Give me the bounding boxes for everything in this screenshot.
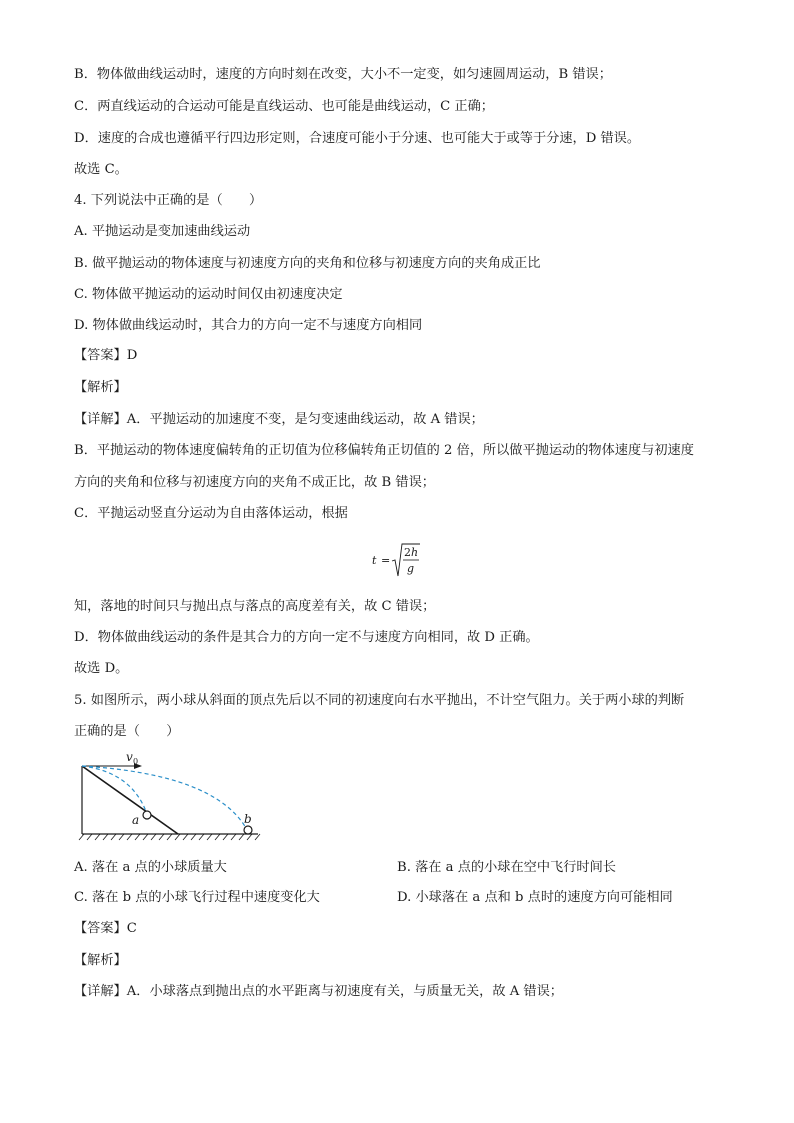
question-5-option-d: D. 小球落在 a 点和 b 点时的速度方向可能相同 bbox=[397, 890, 673, 905]
v0-subscript: 0 bbox=[133, 757, 139, 766]
ball-a bbox=[143, 811, 151, 819]
detail-5-a: 【详解】A．小球落点到抛出点的水平距离与初速度有关，与质量无关，故 A 错误； bbox=[74, 984, 563, 999]
v0-label: v bbox=[126, 750, 133, 764]
incline-surface bbox=[82, 766, 178, 834]
text-line-c3: C．两直线运动的合运动可能是直线运动、也可能是曲线运动，C 正确； bbox=[74, 99, 494, 114]
question-5-stem-1: 5. 如图所示，两小球从斜面的顶点先后以不同的初速度向右水平抛出，不计空气阻力。关于两小球的判断 bbox=[74, 693, 685, 708]
label-a: a bbox=[132, 813, 140, 827]
formula-lhs: t bbox=[372, 554, 377, 567]
projectile-incline-diagram bbox=[74, 748, 274, 844]
formula-denominator: g bbox=[407, 562, 415, 575]
formula-free-fall-time bbox=[370, 540, 430, 580]
detail-4-c: C．平抛运动竖直分运动为自由落体运动，根据 bbox=[74, 506, 348, 521]
text-line-d3: D．速度的合成也遵循平行四边形定则，合速度可能小于分速、也可能大于或等于分速，D 错误。 bbox=[74, 131, 641, 146]
question-5-stem-2: 正确的是（ ） bbox=[74, 724, 180, 739]
formula-numerator-h: h bbox=[411, 546, 419, 559]
formula-numerator-2: 2 bbox=[404, 546, 411, 559]
ground-hatching bbox=[79, 834, 260, 840]
formula-equals: = bbox=[381, 554, 391, 567]
label-b: b bbox=[244, 812, 252, 826]
detail-4-b-1: B．平抛运动的物体速度偏转角的正切值为位移偏转角正切值的 2 倍，所以做平抛运动的物体速度与初速度 bbox=[74, 443, 694, 458]
choice-4: 故选 D。 bbox=[74, 661, 129, 676]
detail-4-b-2: 方向的夹角和位移与初速度方向的夹角不成正比，故 B 错误； bbox=[74, 475, 435, 490]
detail-4-d: D．物体做曲线运动的条件是其合力的方向一定不与速度方向相同，故 D 正确。 bbox=[74, 630, 539, 645]
question-4-option-d: D. 物体做曲线运动时，其合力的方向一定不与速度方向相同 bbox=[74, 318, 423, 333]
question-4-stem: 4. 下列说法中正确的是（ ） bbox=[74, 193, 263, 208]
detail-4-c-conclusion: 知，落地的时间只与抛出点与落点的高度差有关，故 C 错误； bbox=[74, 599, 436, 614]
question-5-option-c: C. 落在 b 点的小球飞行过程中速度变化大 bbox=[74, 890, 320, 905]
question-4-option-c: C. 物体做平抛运动的运动时间仅由初速度决定 bbox=[74, 287, 343, 302]
text-line-b3: B．物体做曲线运动时，速度的方向时刻在改变，大小不一定变，如匀速圆周运动，B 错误； bbox=[74, 67, 612, 82]
detail-4-a: 【详解】A．平抛运动的加速度不变，是匀变速曲线运动，故 A 错误； bbox=[74, 412, 484, 427]
trajectory-b bbox=[82, 766, 246, 828]
answer-5: 【答案】C bbox=[74, 921, 137, 936]
analysis-4: 【解析】 bbox=[74, 380, 127, 395]
question-4-option-a: A. 平抛运动是变加速曲线运动 bbox=[74, 224, 251, 239]
ball-b bbox=[244, 826, 252, 834]
text-line-choice3: 故选 C。 bbox=[74, 162, 128, 177]
question-5-option-a: A. 落在 a 点的小球质量大 bbox=[74, 860, 227, 875]
answer-4: 【答案】D bbox=[74, 348, 138, 363]
question-4-option-b: B. 做平抛运动的物体速度与初速度方向的夹角和位移与初速度方向的夹角成正比 bbox=[74, 256, 541, 271]
analysis-5: 【解析】 bbox=[74, 953, 127, 968]
question-5-option-b: B. 落在 a 点的小球在空中飞行时间长 bbox=[397, 860, 616, 875]
